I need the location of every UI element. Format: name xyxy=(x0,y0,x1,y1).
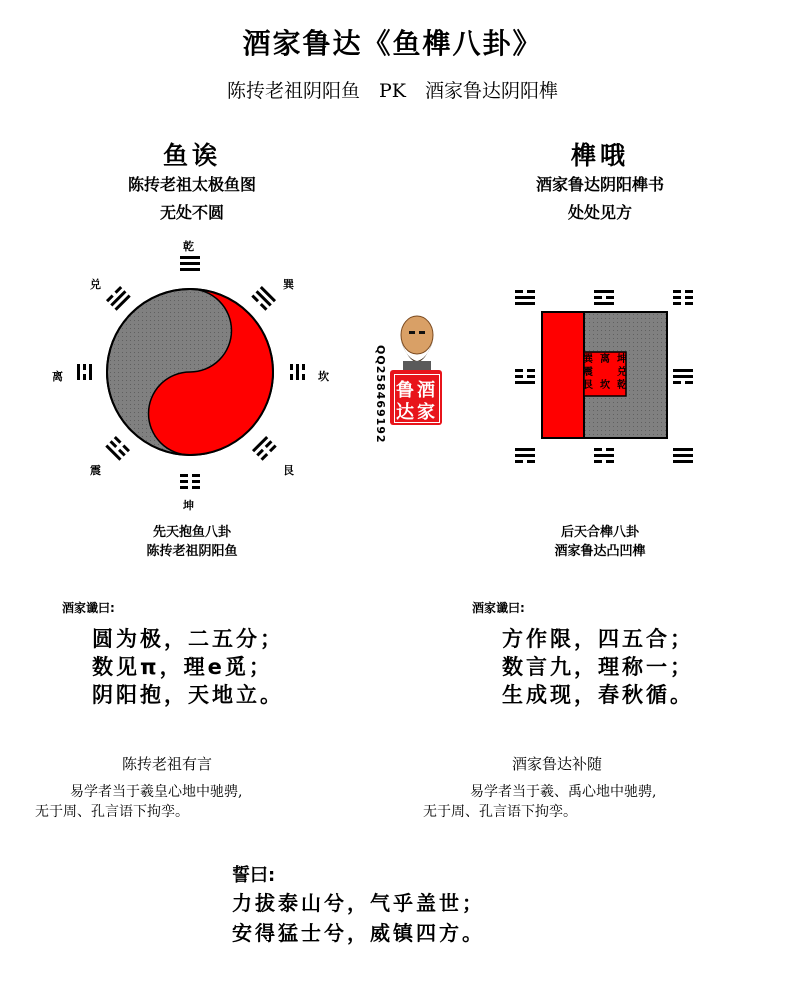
seal-char-4: 家 xyxy=(417,402,435,423)
right-motto: 处处见方 xyxy=(567,203,632,222)
trigram-zhen-mark xyxy=(105,436,130,461)
left-quote-line-2: 无于周、孔言语下拘孪。 xyxy=(35,804,189,820)
yin-yang-fish xyxy=(107,289,273,455)
trigram-tc-mark xyxy=(594,290,614,305)
trigram-kan-label: 坎 xyxy=(318,370,329,383)
left-saying-label: 酒家谶曰: xyxy=(62,601,115,615)
trigram-qian-label: 乾 xyxy=(183,240,194,253)
left-caption-2: 陈抟老祖阴阳鱼 xyxy=(146,544,238,559)
left-saying xyxy=(92,625,284,709)
trigram-gen-mark xyxy=(252,436,277,461)
trigram-xun-label: 巽 xyxy=(283,278,294,291)
right-quote-title: 酒家鲁达补随 xyxy=(512,755,603,773)
trigram-ml-mark xyxy=(515,369,535,384)
oath-line-1: 力拔泰山兮，气乎盖世； xyxy=(232,891,485,915)
trigram-zhen-label: 震 xyxy=(90,464,101,477)
left-quote-title: 陈抟老祖有言 xyxy=(122,755,213,773)
right-caption-1: 后天合榫八卦 xyxy=(560,525,639,540)
trigram-kun-label: 坤 xyxy=(183,499,194,512)
inner-label-2: 离 xyxy=(600,354,610,365)
qq-number: QQ258469192 xyxy=(374,345,387,444)
inner-label-1: 巽 xyxy=(583,354,593,365)
left-heading: 鱼诶 xyxy=(162,141,221,170)
inner-label-4: 震 xyxy=(583,367,593,378)
right-caption-2: 酒家鲁达凸凹榫 xyxy=(554,544,646,559)
oath-line-2: 安得猛士兮，威镇四方。 xyxy=(232,921,485,945)
right-saying-line-2: 数言九，理称一； xyxy=(502,655,694,679)
trigram-tl-mark xyxy=(515,290,535,305)
right-saying xyxy=(502,625,694,709)
seal-char-1: 鲁 xyxy=(396,380,414,401)
right-saying-line-3: 生成现，春秋循。 xyxy=(502,683,694,707)
trigram-tr-mark xyxy=(673,290,693,305)
trigram-dui-mark xyxy=(106,286,131,311)
seal-char-3: 达 xyxy=(396,402,414,423)
inner-label-6: 艮 xyxy=(583,380,593,391)
trigram-br-mark xyxy=(673,448,693,463)
right-name: 酒家鲁达阴阳榫书 xyxy=(535,175,664,194)
right-saying-line-1: 方作限，四五合； xyxy=(502,627,694,651)
left-name: 陈抟老祖太极鱼图 xyxy=(127,175,256,194)
inner-label-7: 坎 xyxy=(600,380,610,391)
left-saying-line-3: 阴阳抱，天地立。 xyxy=(92,683,284,707)
inner-label-3: 坤 xyxy=(617,354,627,365)
trigram-bc-mark xyxy=(594,448,614,463)
inner-label-5: 兑 xyxy=(617,367,627,378)
inner-label-8: 乾 xyxy=(617,380,627,391)
right-heading: 榫哦 xyxy=(570,141,629,170)
trigram-bl-mark xyxy=(515,448,535,463)
trigram-mr-mark xyxy=(673,369,693,384)
taiji-diagram xyxy=(40,230,350,520)
page-title: 酒家鲁达《鱼榫八卦》 xyxy=(242,27,543,60)
left-caption-1: 先天抱鱼八卦 xyxy=(152,525,231,540)
right-quote-line-1: 易学者当于羲、禹心地中驰骋, xyxy=(470,784,657,800)
seal-stamp xyxy=(390,370,442,425)
trigram-xun-mark xyxy=(251,286,276,311)
oath-label: 誓曰: xyxy=(232,865,276,886)
trigram-li-label: 离 xyxy=(52,370,63,383)
trigram-li-mark xyxy=(77,364,92,380)
trigram-kan-mark xyxy=(290,364,305,380)
right-quote-line-2: 无于周、孔言语下拘孪。 xyxy=(423,804,577,820)
page-subtitle: 陈抟老祖阴阳鱼 PK 酒家鲁达阴阳榫 xyxy=(227,80,558,102)
right-saying-label: 酒家谶曰: xyxy=(472,601,525,615)
tenon-inner-labels xyxy=(583,353,627,392)
trigram-dui-label: 兑 xyxy=(90,278,101,291)
trigram-qian-mark xyxy=(180,256,200,271)
left-saying-line-2: 数见π，理e觅； xyxy=(92,655,273,679)
left-motto: 无处不圆 xyxy=(159,203,224,222)
left-quote-line-1: 易学者当于羲皇心地中驰骋, xyxy=(70,784,243,800)
trigram-kun-mark xyxy=(180,474,200,489)
left-saying-line-1: 圆为极，二五分； xyxy=(92,627,284,651)
yang-block xyxy=(542,312,584,438)
trigram-gen-label: 艮 xyxy=(283,464,294,477)
portrait-avatar xyxy=(393,313,441,375)
seal-char-2: 酒 xyxy=(417,380,435,401)
